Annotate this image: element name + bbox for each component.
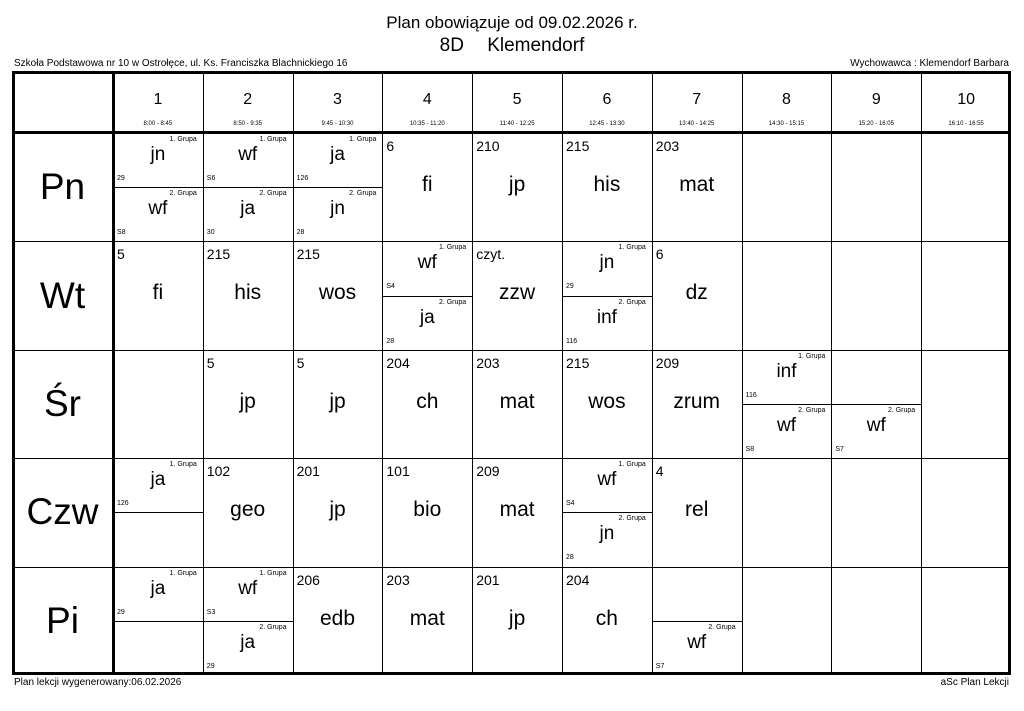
group-label: 1. Grupa	[259, 569, 287, 577]
subject: inf	[776, 360, 797, 382]
group-label: 1. Grupa	[349, 136, 377, 143]
app-name: aSc Plan Lekcji	[940, 677, 1009, 688]
group-label: 1. Grupa	[169, 136, 197, 143]
period-time: 14:30 - 15:15	[768, 121, 805, 127]
subject: wf	[148, 198, 168, 220]
group-split-line	[382, 296, 472, 297]
period-column-line	[652, 71, 653, 675]
group-label: 1. Grupa	[618, 244, 646, 252]
group-label: 2. Grupa	[259, 190, 287, 198]
room-number: S8	[745, 446, 755, 453]
room-number: 201	[476, 571, 500, 588]
homeroom-teacher: Wychowawca : Klemendorf Barbara	[850, 58, 1009, 69]
period-header-5	[472, 71, 562, 133]
room-number: 215	[206, 246, 231, 263]
day-label: Pi	[46, 599, 79, 641]
group-label: 1. Grupa	[438, 244, 467, 252]
room-number: 29	[117, 175, 125, 182]
room-number: 204	[386, 354, 410, 371]
group-split-line	[113, 512, 203, 513]
period-header-4	[382, 71, 472, 133]
group-label: 1. Grupa	[169, 569, 197, 577]
period-column-line	[562, 71, 563, 675]
room-number: S7	[655, 662, 665, 670]
subject: mat	[679, 173, 715, 196]
room-number: 5	[296, 354, 305, 371]
group-label: 2. Grupa	[438, 298, 467, 306]
subject: ja	[240, 198, 256, 220]
group-label: 2. Grupa	[887, 407, 916, 414]
group-label: 2. Grupa	[798, 407, 826, 414]
period-number: 5	[512, 91, 522, 108]
day-row-line	[12, 241, 1011, 242]
subject: jp	[329, 498, 346, 522]
room-number: 5	[117, 246, 125, 263]
day-label: Wt	[39, 274, 86, 316]
period-header-8	[742, 71, 832, 133]
subject: mat	[499, 389, 535, 413]
subject: ja	[150, 577, 166, 599]
room-number: 215	[566, 354, 590, 371]
subject: jn	[599, 523, 615, 545]
subject: inf	[596, 306, 617, 328]
subject: mat	[499, 498, 535, 522]
border-bottom	[12, 672, 1011, 675]
room-number: 206	[296, 571, 320, 588]
subject: zzw	[499, 281, 536, 305]
group-split-line	[562, 296, 652, 297]
group-label: 2. Grupa	[169, 190, 197, 198]
period-header-3	[293, 71, 383, 133]
room-number: S8	[117, 229, 126, 237]
group-split-line	[652, 621, 742, 622]
room-number: 204	[566, 571, 590, 588]
group-label: 1. Grupa	[169, 461, 197, 469]
subject: ja	[419, 306, 435, 328]
subject: wf	[687, 631, 707, 653]
group-split-line	[113, 621, 203, 622]
subject: mat	[409, 606, 445, 630]
room-number: 215	[566, 138, 590, 154]
school-address: Szkoła Podstawowa nr 10 w Ostrołęce, ul. Ks. Franciszka Blachnickiego 16	[14, 58, 348, 69]
subject: wos	[318, 281, 357, 305]
group-label: 2. Grupa	[618, 298, 646, 306]
subject: zrum	[673, 389, 721, 413]
subject: fi	[422, 173, 433, 196]
room-number: 29	[117, 608, 125, 616]
subject: wf	[866, 415, 886, 436]
room-number: 102	[206, 463, 231, 480]
subject: jp	[239, 389, 256, 413]
room-number: 201	[296, 463, 320, 480]
day-label: Śr	[44, 382, 81, 424]
room-number: 29	[566, 283, 574, 291]
subject: ja	[240, 631, 256, 653]
room-number: S3	[206, 608, 216, 616]
room-number: 28	[296, 229, 305, 237]
group-label: 2. Grupa	[618, 515, 646, 523]
subject: jp	[329, 389, 346, 413]
period-header-2	[203, 71, 293, 133]
period-number: 7	[692, 91, 702, 108]
subject: bio	[413, 498, 442, 522]
period-time: 11:40 - 12:25	[499, 121, 535, 127]
day-row-line	[12, 458, 1011, 459]
day-label: Pn	[39, 166, 86, 208]
period-time: 16:10 - 16:55	[948, 121, 984, 127]
period-header-6	[562, 71, 652, 133]
period-time: 13:40 - 14:25	[679, 121, 715, 127]
day-label: Czw	[26, 491, 99, 533]
room-number: S4	[386, 283, 395, 291]
period-number: 1	[153, 91, 163, 108]
room-number: 30	[206, 229, 215, 237]
room-number: 28	[566, 554, 574, 562]
subject: jn	[330, 198, 345, 220]
period-time: 12:45 - 13:30	[589, 121, 625, 127]
group-split-line	[742, 404, 832, 405]
group-split-line	[562, 512, 652, 513]
period-time: 8:50 - 9:35	[233, 121, 263, 127]
room-number: 215	[296, 246, 320, 263]
room-number: 203	[655, 138, 680, 154]
day-row-line	[12, 567, 1011, 568]
room-number: 4	[655, 463, 664, 480]
room-number: 210	[476, 138, 500, 154]
room-number: 209	[476, 463, 500, 480]
plan-validity-title: Plan obowiązuje od 09.02.2026 r.	[386, 13, 638, 32]
group-split-line	[203, 187, 293, 188]
subject: his	[234, 281, 262, 305]
group-split-line	[113, 187, 203, 188]
class-name: 8D Klemendorf	[439, 35, 585, 56]
group-split-line	[203, 621, 293, 622]
period-number: 8	[782, 91, 791, 108]
room-number: 6	[386, 138, 395, 154]
subject: dz	[685, 281, 708, 305]
subject: ch	[416, 389, 439, 413]
period-number: 4	[422, 91, 432, 108]
subject: fi	[152, 281, 164, 305]
period-number: 2	[243, 91, 253, 108]
subject: jn	[599, 252, 615, 274]
subject: wf	[597, 469, 617, 491]
subject: jp	[508, 606, 526, 630]
subject: wf	[238, 577, 258, 599]
room-number: S7	[835, 446, 844, 453]
room-number: 101	[386, 463, 410, 480]
subject: wf	[776, 415, 796, 436]
room-number: 209	[655, 354, 680, 371]
subject: jn	[150, 144, 166, 165]
group-split-line	[293, 187, 383, 188]
room-number: 116	[745, 391, 757, 399]
group-label: 2. Grupa	[349, 190, 377, 198]
room-number: 29	[206, 662, 215, 670]
room-number: czyt.	[476, 246, 505, 263]
period-header-10	[921, 71, 1011, 133]
subject: rel	[685, 498, 709, 522]
period-time: 8:00 - 8:45	[143, 121, 173, 127]
period-time: 15:20 - 16:05	[858, 121, 894, 127]
group-label: 2. Grupa	[708, 623, 736, 631]
group-label: 1. Grupa	[259, 136, 287, 143]
subject: wos	[588, 389, 626, 413]
subject: his	[593, 173, 621, 196]
room-number: 5	[206, 354, 215, 371]
period-column-line	[921, 71, 922, 675]
room-number: 28	[386, 337, 395, 345]
period-header-9	[831, 71, 921, 133]
period-time: 9:45 - 10:30	[321, 121, 354, 127]
generation-date: Plan lekcji wygenerowany:06.02.2026	[14, 677, 182, 688]
day-row-line	[12, 350, 1011, 351]
group-split-line	[831, 404, 921, 405]
period-number: 3	[333, 91, 342, 108]
group-label: 1. Grupa	[618, 461, 646, 469]
group-label: 1. Grupa	[798, 352, 826, 360]
room-number: S6	[206, 175, 216, 182]
subject: ja	[150, 469, 166, 491]
period-header-7	[652, 71, 742, 133]
period-header-1	[113, 71, 203, 133]
subject: ja	[330, 144, 345, 165]
subject: jp	[508, 173, 526, 196]
room-number: 203	[386, 571, 410, 588]
period-column-line	[472, 71, 473, 675]
subject: geo	[230, 498, 266, 522]
room-number: S4	[566, 500, 575, 508]
period-time: 10:35 - 11:20	[409, 121, 445, 127]
group-label: 2. Grupa	[259, 623, 287, 631]
period-number: 9	[871, 91, 881, 108]
subject: ch	[595, 606, 618, 630]
subject: wf	[417, 252, 437, 274]
subject: wf	[238, 144, 258, 165]
room-number: 126	[296, 175, 309, 182]
period-number: 10	[957, 91, 975, 108]
room-number: 203	[476, 354, 500, 371]
subject: edb	[319, 606, 356, 630]
room-number: 116	[566, 337, 578, 345]
room-number: 6	[655, 246, 664, 263]
period-number: 6	[602, 91, 612, 108]
room-number: 126	[117, 500, 129, 508]
border-right	[1008, 71, 1011, 675]
